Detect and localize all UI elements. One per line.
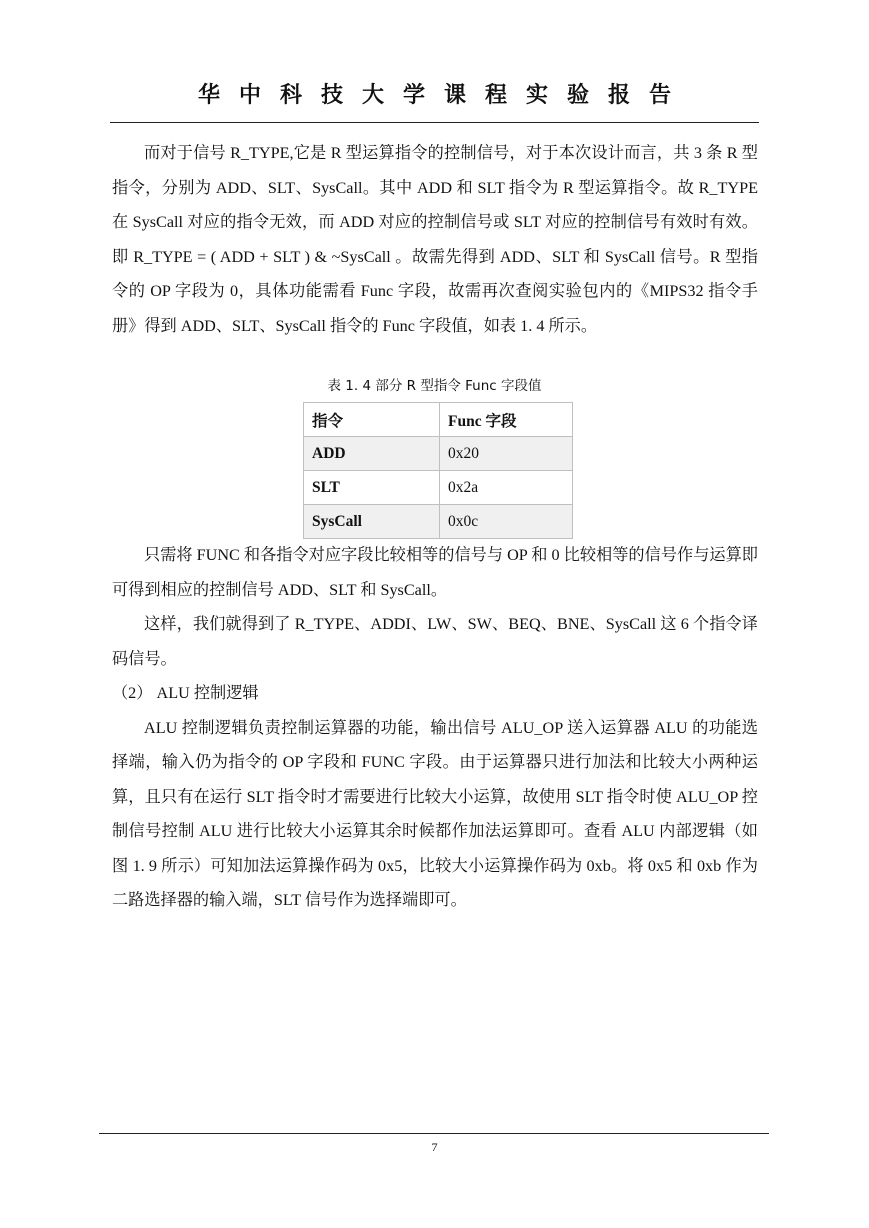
page-number: 7 (431, 1140, 438, 1154)
table-cell-func: 0x20 (440, 437, 573, 471)
table-header-row (304, 403, 573, 437)
report-header-title: 华中科技大学课程实验报告 (197, 82, 690, 108)
subsection-heading: （2） ALU 控制逻辑 (112, 684, 259, 702)
paragraph-alu-control: ALU 控制逻辑负责控制运算器的功能，输出信号 ALU_OP 送入运算器 ALU 的功能选择端，输入仍为指令的 OP 字段和 FUNC 字段。由于运算器只进行加法和比较大小两种运算，且只有在运行 SLT 指令时才需要进行比较大小运算，故使用 SLT 指令时使 ALU_OP 控制信号控制 ALU 进行比较大小运算其余时候都作加法运算即可。查看 ALU 内部逻辑（如图 1. 9 所示）可知加法运算操作码为 0x5，比较大小运算操作码为 0xb。将 0x5 和 0xb 作为二路选择器的输入端，SLT 信号作为选择端即可。 (112, 718, 758, 909)
table-row (304, 505, 573, 539)
footer-divider (99, 1133, 769, 1134)
paragraph-r-type: 而对于信号 R_TYPE,它是 R 型运算指令的控制信号，对于本次设计而言，共 3 条 R 型指令，分别为 ADD、SLT、SysCall。其中 ADD 和 SLT 指令为 R 型运算指令。故 R_TYPE 在 SysCall 对应的指令无效，而 ADD 对应的控制信号或 SLT 对应的控制信号有效时有效。即 R_TYPE = ( ADD + SLT ) & ~SysCall 。故需先得到 ADD、SLT 和 SysCall 信号。R 型指令的 OP 字段为 0，具体功能需看 Func 字段，故需再次查阅实验包内的《MIPS32 指令手册》得到 ADD、SLT、SysCall 指令的 Func 字段值，如表 1. 4 所示。 (112, 144, 758, 335)
table-header-cell: 指令 (304, 403, 440, 437)
header-divider (110, 122, 759, 123)
paragraph-decode-signals: 这样，我们就得到了 R_TYPE、ADDI、LW、SW、BEQ、BNE、SysCall 这 6 个指令译码信号。 (112, 615, 758, 668)
paragraph-func-compare: 只需将 FUNC 和各指令对应字段比较相等的信号与 OP 和 0 比较相等的信号作与运算即可得到相应的控制信号 ADD、SLT 和 SysCall。 (112, 546, 758, 599)
table-header-cell: Func 字段 (440, 403, 573, 437)
table-caption: 表 1. 4 部分 R 型指令 Func 字段值 (327, 378, 542, 394)
table-row (304, 437, 573, 471)
table-cell-instruction: ADD (304, 437, 440, 471)
table-cell-instruction: SLT (304, 471, 440, 505)
body-section-2 (112, 538, 758, 918)
func-field-table (303, 402, 573, 539)
table-cell-instruction: SysCall (304, 505, 440, 539)
body-section-1 (112, 136, 758, 343)
table-row (304, 471, 573, 505)
table-cell-func: 0x0c (440, 505, 573, 539)
table-cell-func: 0x2a (440, 471, 573, 505)
